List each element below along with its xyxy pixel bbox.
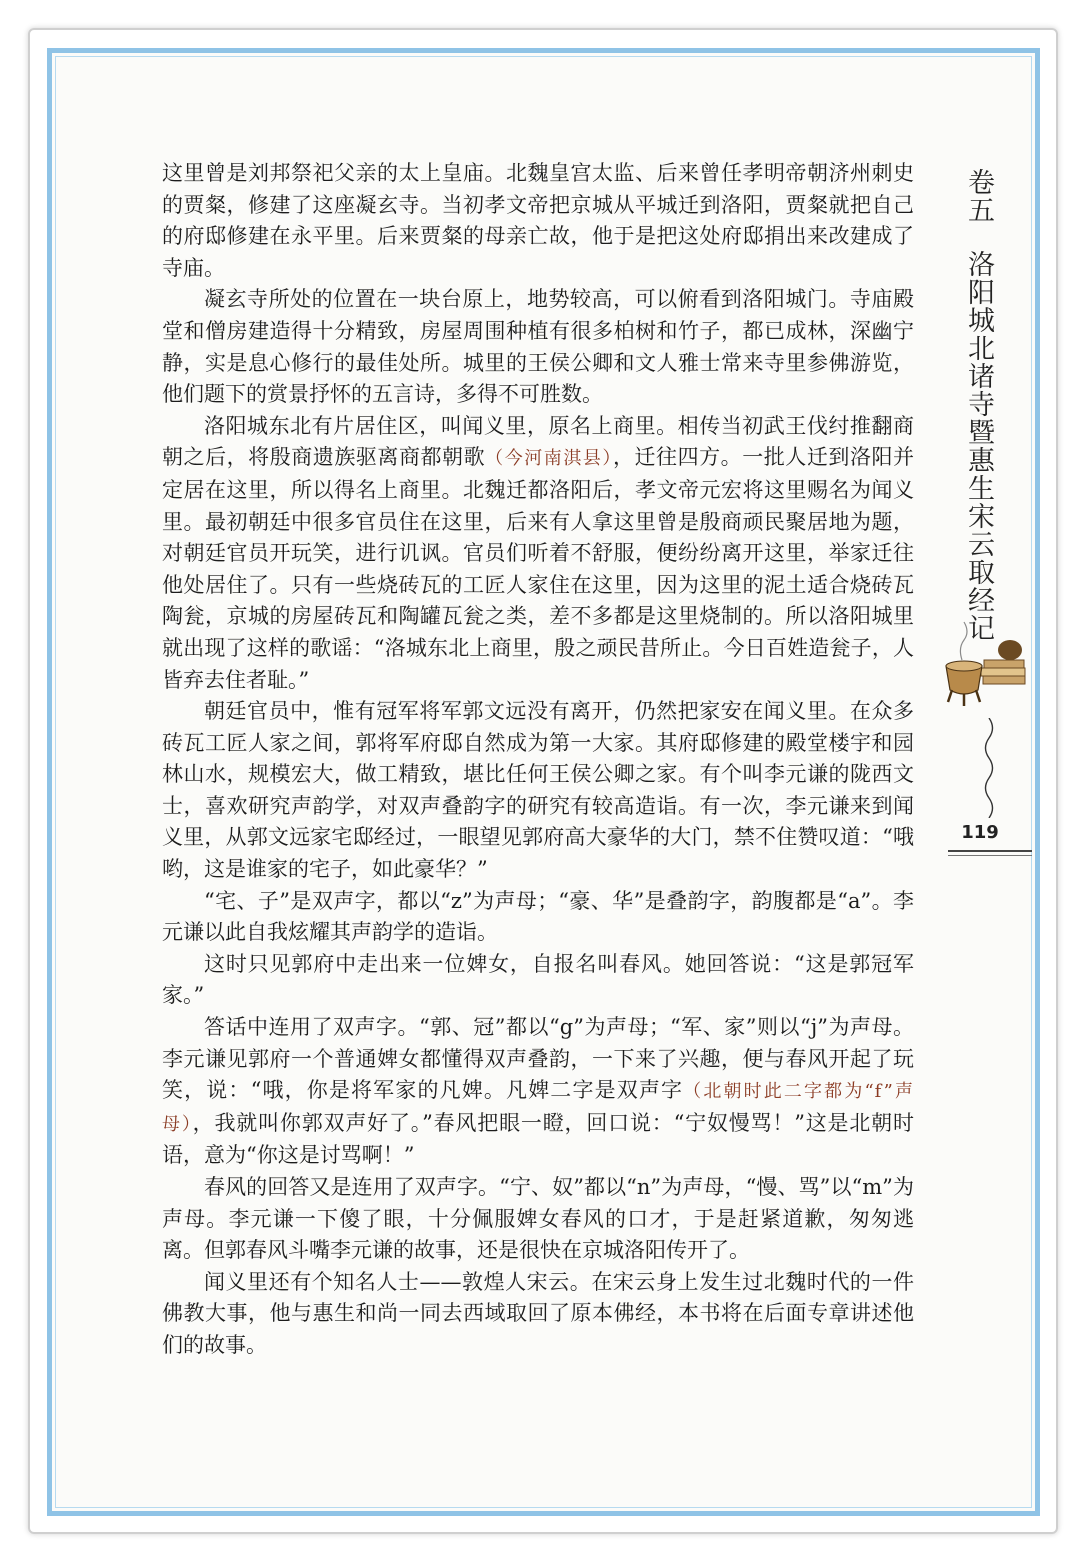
chapter-title: 洛阳城北诸寺暨惠生宋云取经记 <box>963 250 994 642</box>
volume-label: 卷五 <box>963 168 994 224</box>
article-body <box>162 158 914 1362</box>
page-number: 119 <box>961 822 999 843</box>
paragraph-3-text-b: ，迁往四方。一批人迁到洛阳并定居在这里，所以得名上商里。北魏迁都洛阳后，孝文帝元宏将这里赐名为闻义里。最初朝廷中很多官员住在这里，后来有人拿这里曾是殷商顽民聚居地为题，对朝廷官员开玩笑，进行讥讽。官员们听着不舒服，便纷纷离开这里，举家迁往他处居住了。只有一些烧砖瓦的工匠人家住在这里，因为这里的泥土适合烧砖瓦陶瓮，京城的房屋砖瓦和陶罐瓦瓮之类，差不多都是这里烧制的。所以洛阳城里就出现了这样的歌谣：“洛城东北上商里，殷之顽民昔所止。今日百姓造瓮子，人皆弃去住者耻。” <box>162 445 915 692</box>
paragraph-7 <box>162 1012 914 1172</box>
page-number-rule-thin <box>948 855 1032 856</box>
page-number-rule <box>948 850 1032 852</box>
paragraph-9: 闻义里还有个知名人士——敦煌人宋云。在宋云身上发生过北魏时代的一件佛教大事，他与惠生和尚一同去西域取回了原本佛经，本书将在后面专章讲述他们的故事。 <box>162 1269 914 1357</box>
paragraph-5: “宅、子”是双声字，都以“z”为声母；“豪、华”是叠韵字，韵腹都是“a”。李元谦以此自我炫耀其声韵学的造诣。 <box>162 888 914 945</box>
paragraph-3 <box>162 411 914 696</box>
paragraph-2: 凝玄寺所处的位置在一块台原上，地势较高，可以俯看到洛阳城门。寺庙殿堂和僧房建造得十分精致，房屋周围种植有很多柏树和竹子，都已成林，深幽宁静，实是息心修行的最佳处所。城里的王侯公卿和文人雅士常来寺里参佛游览，他们题下的赏景抒怀的五言诗，多得不可胜数。 <box>162 287 914 407</box>
paragraph-1: 这里曾是刘邦祭祀父亲的太上皇庙。北魏皇宫太监、后来曾任孝明帝朝济州刺史的贾粲，修建了这座凝玄寺。当初孝文帝把京城从平城迁到洛阳，贾粲就把自己的府邸修建在永平里。后来贾粲的母亲亡故，他于是把这处府邸捐出来改建成了寺庙。 <box>162 161 914 280</box>
paragraph-8: 春风的回答又是连用了双声字。“宁、奴”都以“n”为声母，“慢、骂”以“m”为声母。李元谦一下傻了眼，十分佩服婢女春风的口才，于是赶紧道歉，匆匆逃离。但郭春风斗嘴李元谦的故事，还是很快在京城洛阳传开了。 <box>162 1175 914 1263</box>
paragraph-7-text-a: 答话中连用了双声字。“郭、冠”都以“g”为声母；“军、家”则以“j”为声母。李元谦见郭府一个普通婢女都懂得双声叠韵，一下来了兴趣，便与春风开起了玩笑，说：“哦，你是将军家的凡婢。凡婢二字是双声字 <box>162 1015 914 1103</box>
annotation-note: （今河南淇县） <box>485 448 613 470</box>
paragraph-7-text-b: ，我就叫你郭双声好了。”春风把眼一瞪，回口说：“宁奴慢骂！”这是北朝时语，意为“你这是讨骂啊！” <box>162 1110 914 1168</box>
incense-burner-and-books-icon <box>938 620 1030 710</box>
decorative-squiggle <box>982 718 996 818</box>
running-header <box>958 168 998 642</box>
annotation-note: （北朝时此二字都为“f”声母） <box>162 1081 914 1135</box>
paragraph-3-text-a: 洛阳城东北有片居住区，叫闻义里，原名上商里。相传当初武王伐纣推翻商朝之后，将殷商遗族驱离商都朝歌 <box>162 413 914 470</box>
paragraph-6: 这时只见郭府中走出来一位婢女，自报名叫春风。她回答说：“这是郭冠军家。” <box>162 951 914 1008</box>
paragraph-4: 朝廷官员中，惟有冠军将军郭文远没有离开，仍然把家安在闻义里。在众多砖瓦工匠人家之间，郭将军府邸自然成为第一大家。其府邸修建的殿堂楼宇和园林山水，规模宏大，做工精致，堪比任何王侯公卿之家。有个叫李元谦的陇西文士，喜欢研究声韵学，对双声叠韵字的研究有较高造诣。有一次，李元谦来到闻义里，从郭文远家宅邸经过，一眼望见郭府高大豪华的大门，禁不住赞叹道：“哦哟，这是谁家的宅子，如此豪华？” <box>162 699 914 882</box>
